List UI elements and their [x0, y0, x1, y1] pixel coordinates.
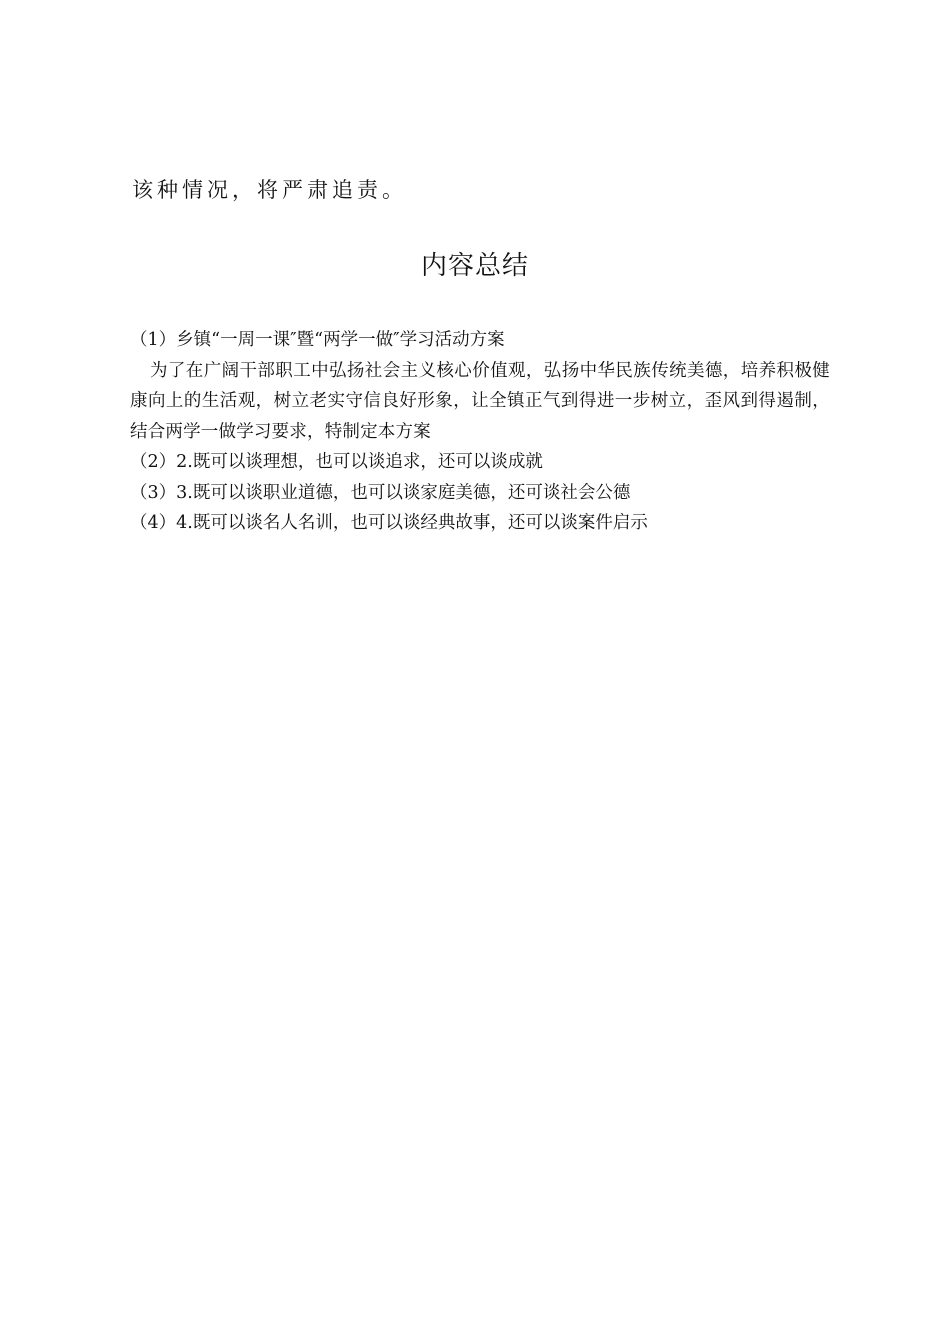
summary-item-1-description: 为了在广阔干部职工中弘扬社会主义核心价值观，弘扬中华民族传统美德，培养积极健康向上的生活观，树立老实守信良好形象，让全镇正气到得进一步树立，歪风到得遏制，结合两学一做学习要求，特制定本方案 [130, 360, 830, 442]
summary-item-3: （3）3.既可以谈职业道德，也可以谈家庭美德，还可谈社会公德 [130, 482, 631, 503]
summary-item-4: （4）4.既可以谈名人名训，也可以谈经典故事，还可以谈案件启示 [130, 513, 648, 533]
continuation-text: 该种情况，将严肃追责。 [132, 178, 407, 202]
summary-body [130, 325, 830, 539]
summary-title: 内容总结 [420, 251, 529, 281]
summary-item-2: （2）2.既可以谈理想，也可以谈追求，还可以谈成就 [130, 452, 543, 472]
summary-item-1: （1）乡镇“一周一课″暨“两学一做″学习活动方案 [130, 330, 505, 350]
